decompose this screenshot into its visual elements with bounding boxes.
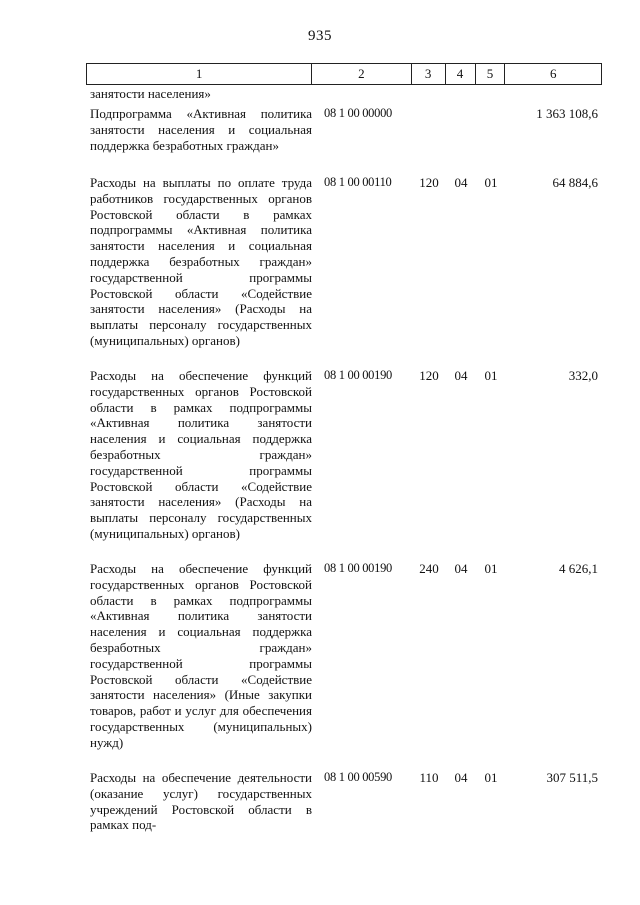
row-target-code: 08 1 00 00590 xyxy=(324,770,392,784)
row-description: Расходы на обеспечение функций государственных органов Ростовской области в рамках подпрограммы «Активная политика занятости населения и социальная поддержка безработных граждан» государственной программы Ростовской области «Содействие занятости населения» (Расходы на выплаты персоналу государственных (муниципальных) органов) xyxy=(90,368,312,541)
row-section: 04 xyxy=(454,175,468,190)
row-target-code: 08 1 00 00000 xyxy=(324,106,392,120)
row-description: Расходы на обеспечение деятельности (оказание услуг) государственных учреждений Ростовской области в рамках под- xyxy=(90,770,312,833)
carryover-text: занятости населения» xyxy=(90,86,211,101)
row-target-code: 08 1 00 00190 xyxy=(324,561,392,575)
header-col-4: 4 xyxy=(446,64,476,84)
row-amount: 332,0 xyxy=(568,368,598,383)
row-expense-type: 110 xyxy=(419,770,439,785)
row-amount: 64 884,6 xyxy=(552,175,598,190)
row-amount: 307 511,5 xyxy=(546,770,598,785)
row-expense-type: 120 xyxy=(419,175,439,190)
page-number: 935 xyxy=(308,28,332,44)
header-col-5: 5 xyxy=(476,64,506,84)
row-expense-type: 120 xyxy=(419,368,439,383)
header-col-2: 2 xyxy=(312,64,412,84)
table-header xyxy=(86,63,602,85)
row-subsection: 01 xyxy=(484,770,498,785)
row-amount: 4 626,1 xyxy=(559,561,598,576)
row-section: 04 xyxy=(454,561,468,576)
row-description: Расходы на выплаты по оплате труда работников государственных органов Ростовской области в рамках подпрограммы «Активная политика занятости населения и социальная поддержка безработных граждан» государственной программы Ростовской области «Содействие занятости населения» (Расходы на выплаты персоналу государственных (муниципальных) органов) xyxy=(90,175,312,348)
header-col-1: 1 xyxy=(87,64,312,84)
row-expense-type: 240 xyxy=(419,561,439,576)
row-target-code: 08 1 00 00110 xyxy=(324,175,392,189)
row-amount: 1 363 108,6 xyxy=(536,106,598,121)
row-subsection: 01 xyxy=(484,175,498,190)
header-col-6: 6 xyxy=(549,66,557,81)
row-target-code: 08 1 00 00190 xyxy=(324,368,392,382)
row-subsection: 01 xyxy=(484,368,498,383)
row-description: Расходы на обеспечение функций государственных органов Ростовской области в рамках подпрограммы «Активная политика занятости населения и социальная поддержка безработных граждан» государственной программы Ростовской области «Содействие занятости населения» (Иные закупки товаров, работ и услуг для обеспечения государственных (муниципальных) нужд) xyxy=(90,561,312,750)
row-section: 04 xyxy=(454,368,468,383)
row-subsection: 01 xyxy=(484,561,498,576)
header-col-3: 3 xyxy=(412,64,446,84)
row-section: 04 xyxy=(454,770,468,785)
row-description: Подпрограмма «Активная политика занятости населения и социальная поддержка безработных граждан» xyxy=(90,106,312,153)
